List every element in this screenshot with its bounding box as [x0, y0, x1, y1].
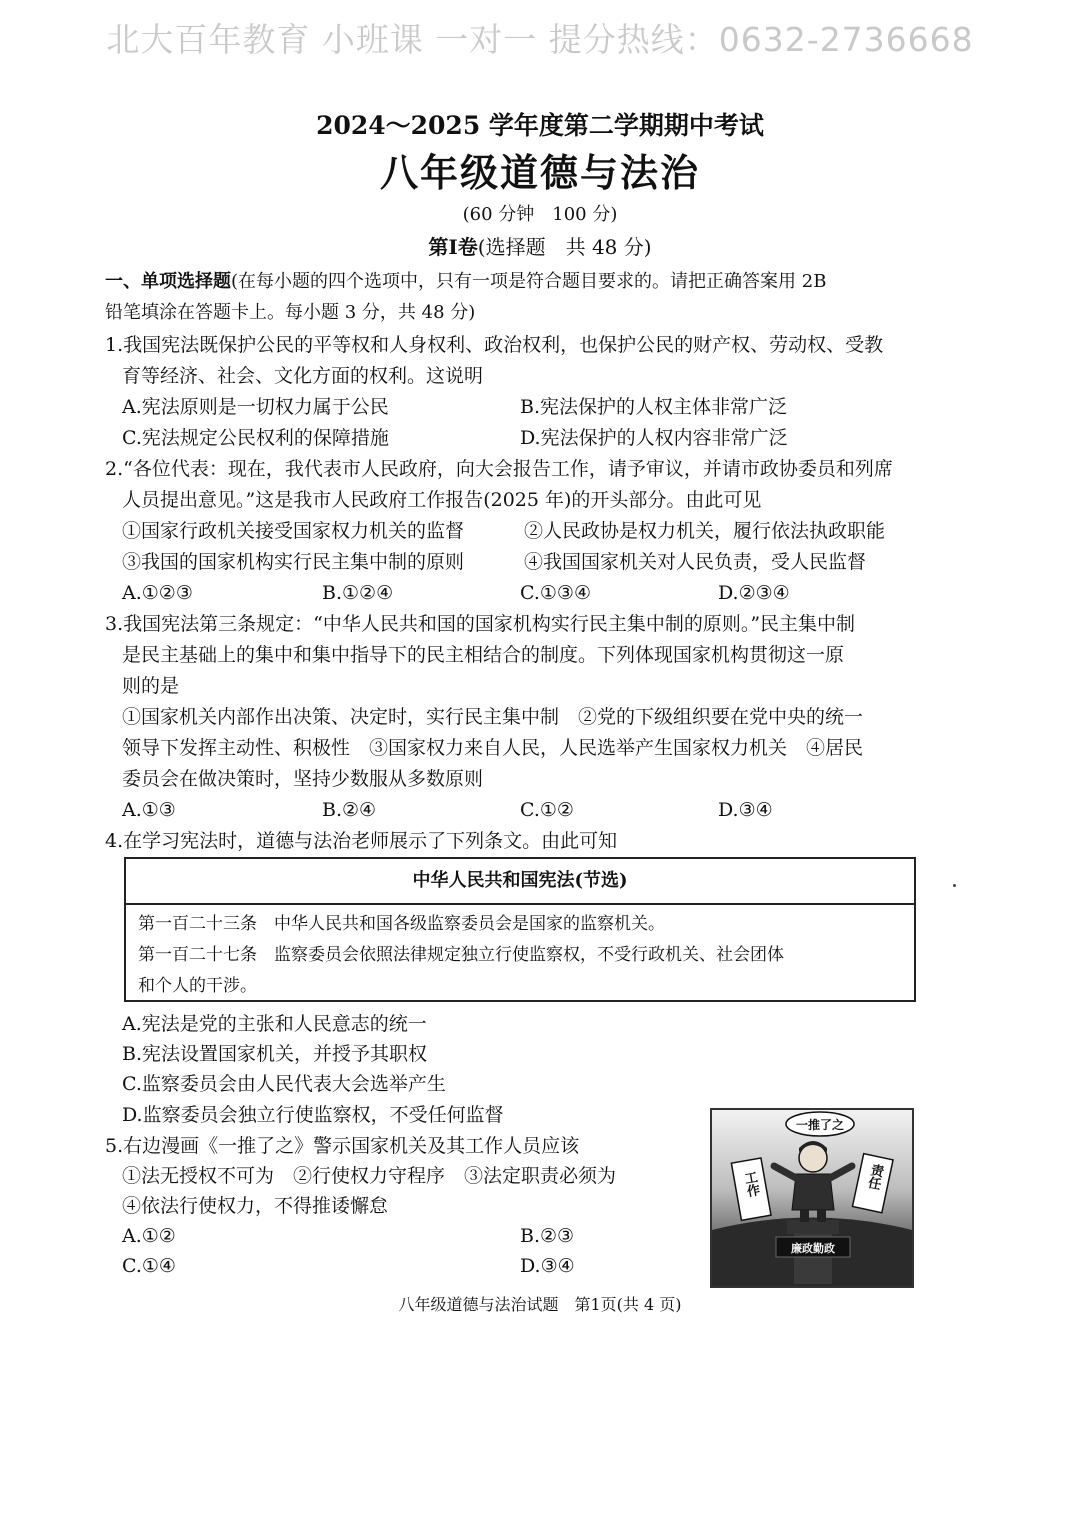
- q3-option-d: D.③④: [718, 799, 773, 821]
- law-article-127-cont: 和个人的干涉。: [138, 976, 257, 996]
- part-note: (选择题 共 48 分): [477, 235, 652, 259]
- q3-items-line-1: ①国家机关内部作出决策、决定时，实行民主集中制 ②党的下级组织要在党中央的统一: [122, 706, 864, 728]
- q4-stem: 4.在学习宪法时，道德与法治老师展示了下列条文。由此可知: [105, 830, 618, 852]
- law-excerpt-box: [124, 857, 916, 1002]
- q3-option-b: B.②④: [322, 799, 377, 821]
- q2-option-a: A.①②③: [122, 582, 193, 604]
- q2-item-4: ④我国国家机关对人民负责，受人民监督: [524, 551, 867, 573]
- part-title: [0, 233, 1080, 261]
- q1-option-d: D.宪法保护的人权内容非常广泛: [520, 427, 788, 449]
- q3-items-line-2: 领导下发挥主动性、积极性 ③国家权力来自人民，人民选举产生国家权力机关 ④居民: [122, 737, 864, 759]
- q2-option-c: C.①③④: [520, 582, 591, 604]
- cartoon-paper-right-text: 责任: [864, 1162, 885, 1191]
- watermark: 北大百年教育 小班课 一对一 提分热线：0632-2736668: [106, 20, 974, 59]
- exam-year-title: 2024～2025 学年度第二学期期中考试: [316, 111, 764, 140]
- q1-option-b: B.宪法保护的人权主体非常广泛: [520, 396, 788, 418]
- q5-option-b: B.②③: [520, 1225, 575, 1247]
- q2-item-3: ③我国的国家机构实行民主集中制的原则: [122, 551, 465, 573]
- section-instruction: (在每小题的四个选项中，只有一项是符合题目要求的。请把正确答案用 2B: [231, 271, 827, 292]
- q5-items-line-2: ④依法行使权力，不得推诿懈怠: [122, 1195, 389, 1217]
- law-excerpt-body: [126, 905, 914, 1002]
- q3-option-c: C.①②: [520, 799, 574, 821]
- cartoon-yi-tui-le-zhi: [710, 1108, 914, 1288]
- law-article-127: 第一百二十七条 监察委员会依照法律规定独立行使监察权，不受行政机关、社会团体: [138, 945, 784, 965]
- cartoon-bubble-text: 一推了之: [795, 1118, 845, 1132]
- cartoon-banner-text: 廉政勤政: [791, 1242, 835, 1255]
- q5-option-c: C.①④: [122, 1255, 176, 1277]
- q4-option-a: A.宪法是党的主张和人民意志的统一: [122, 1013, 427, 1035]
- q2-item-2: ②人民政协是权力机关，履行依法执政职能: [524, 520, 886, 542]
- q1-option-c: C.宪法规定公民权利的保障措施: [122, 427, 389, 449]
- q3-stem: 3.我国宪法第三条规定：“中华人民共和国的国家机构实行民主集中制的原则。”民主集中制: [105, 613, 856, 635]
- section-label: 一、单项选择题: [105, 271, 231, 292]
- exam-duration: (60 分钟 100 分): [462, 204, 618, 225]
- q4-option-c: C.监察委员会由人民代表大会选举产生: [122, 1073, 446, 1095]
- q3-option-a: A.①③: [122, 799, 176, 821]
- q3-stem-cont-2: 则的是: [122, 675, 180, 697]
- section-instruction-cont: 铅笔填涂在答题卡上。每小题 3 分，共 48 分): [105, 302, 476, 323]
- q5-stem: 5.右边漫画《一推了之》警示国家机关及其工作人员应该: [105, 1135, 580, 1157]
- q5-option-a: A.①②: [122, 1225, 176, 1247]
- q1-option-a: A.宪法原则是一切权力属于公民: [122, 396, 389, 418]
- subject-title: 八年级道德与法治: [379, 150, 700, 195]
- q2-stem: 2.“各位代表：现在，我代表市人民政府，向大会报告工作，请予审议，并请市政协委员和列席: [105, 458, 893, 480]
- page-footer: 八年级道德与法治试题 第1页(共 4 页): [398, 1295, 682, 1314]
- q3-stem-cont: 是民主基础上的集中和集中指导下的民主相结合的制度。下列体现国家机构贯彻这一原: [122, 644, 845, 666]
- cartoon-illustration: [712, 1110, 912, 1286]
- q1-stem-cont: 育等经济、社会、文化方面的权利。这说明: [122, 365, 484, 387]
- cartoon-paper-left-text: 工作: [740, 1170, 760, 1199]
- q2-stem-cont: 人员提出意见。”这是我市人民政府工作报告(2025 年)的开头部分。由此可见: [122, 489, 762, 511]
- q2-option-b: B.①②④: [322, 582, 394, 604]
- q2-option-d: D.②③④: [718, 582, 790, 604]
- q2-item-1: ①国家行政机关接受国家权力机关的监督: [122, 520, 465, 542]
- q5-items-line-1: ①法无授权不可为 ②行使权力守程序 ③法定职责必须为: [122, 1165, 617, 1187]
- scan-speck: [953, 884, 956, 887]
- q3-items-line-3: 委员会在做决策时，坚持少数服从多数原则: [122, 768, 484, 790]
- section-heading: [105, 268, 826, 296]
- law-article-123: 第一百二十三条 中华人民共和国各级监察委员会是国家的监察机关。: [138, 914, 665, 934]
- q4-option-b: B.宪法设置国家机关，并授予其职权: [122, 1043, 428, 1065]
- q5-option-d: D.③④: [520, 1255, 575, 1277]
- q4-option-d: D.监察委员会独立行使监察权，不受任何监督: [122, 1104, 504, 1126]
- law-excerpt-title: 中华人民共和国宪法(节选): [126, 859, 914, 905]
- part-label: 第Ⅰ卷: [428, 235, 478, 259]
- q1-stem: 1.我国宪法既保护公民的平等权和人身权利、政治权利，也保护公民的财产权、劳动权、受教: [105, 334, 884, 356]
